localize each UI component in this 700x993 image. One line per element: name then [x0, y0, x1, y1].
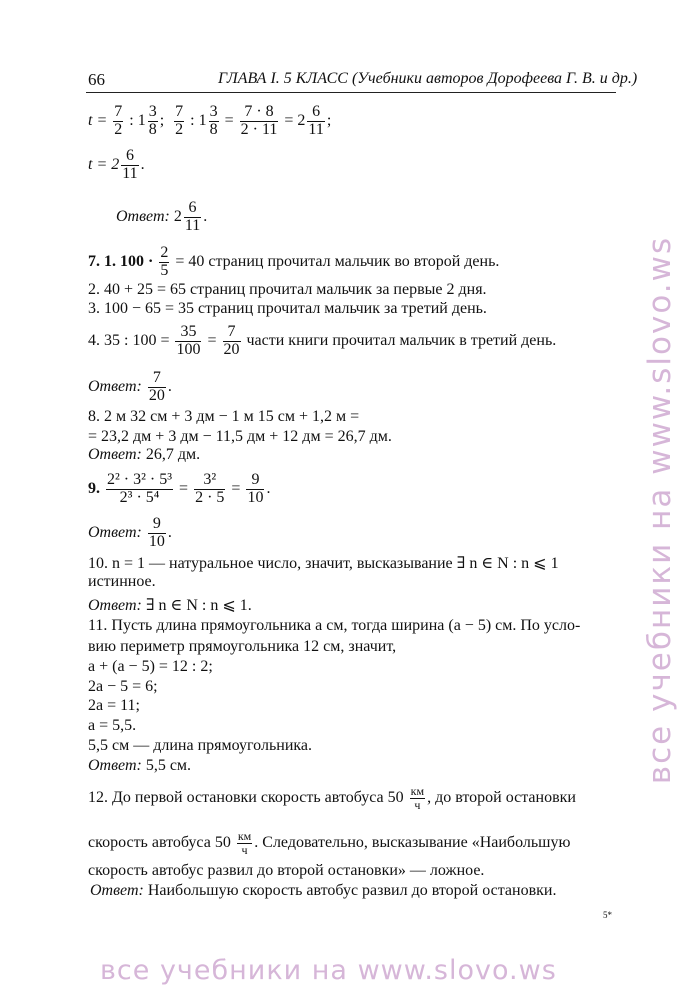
solution8-line1: 8. 2 м 32 см + 3 дм − 1 м 15 см + 1,2 м = — [88, 408, 360, 425]
solution7-line2: 2. 40 + 25 = 65 страниц прочитал мальчик за первые 2 дня. — [88, 281, 487, 298]
solution8-answer: Ответ: 26,7 дм. — [88, 446, 201, 463]
solution11-line4: 2a − 5 = 6; — [88, 678, 158, 695]
solution11-line5: 2a = 11; — [88, 697, 140, 714]
answer-label: Ответ: — [88, 446, 142, 463]
page-number: 66 — [88, 70, 105, 89]
answer-label: Ответ: — [90, 882, 144, 899]
answer-label: Ответ: — [88, 377, 142, 395]
solution9-line: 9. $\frac{\text{2² · 3² · 5³}}{\text{2³ · 5⁴}}$ = $\frac{\text{3²}}{2 \cdot 5}$ = $\frac{9}{10}$ . — [88, 471, 271, 506]
solution6-line1: t = $\frac{7}{2}$ : 1 $\frac{3}{8}$ ; $\frac{7}{2}$ : 1 $\frac{3}{8}$ = $\frac{7 \cdot 8}{2 \cdot 11}$ = 2 $\frac{6}{11}$ ; — [88, 103, 332, 138]
answer-label: Ответ: — [88, 597, 142, 614]
solution11-line3: a + (a − 5) = 12 : 2; — [88, 658, 213, 675]
solution7-answer: Ответ: $\frac{7}{20}$ . — [88, 369, 172, 404]
side-watermark: все учебники на www.slovo.ws — [642, 235, 678, 785]
solution12-line3: скорость автобус развил до второй остановки» — ложное. — [88, 862, 485, 879]
solution11-line7: 5,5 см — длина прямоугольника. — [88, 737, 313, 754]
solution6-line2: t = 2 $\frac{6}{11}$ . — [88, 147, 145, 182]
solution10-answer: Ответ: ∃ n ∈ N : n ⩽ 1. — [88, 597, 252, 614]
answer-label: Ответ: — [88, 757, 142, 774]
header-rule — [86, 92, 616, 93]
solution12-answer: Ответ: Наибольшую скорость автобус развил до второй остановки. — [90, 882, 557, 899]
solution11-line2: вию периметр прямоугольника 12 см, значит, — [88, 638, 397, 655]
solution6-answer: Ответ: 2 $\frac{6}{11}$ . — [116, 199, 208, 234]
solution7-line3: 3. 100 − 65 = 35 страниц прочитал мальчик за третий день. — [88, 300, 487, 317]
solution7-line4: 4. 35 : 100 = $\frac{35}{100}$ = $\frac{7}{20}$ части книги прочитал мальчик в третий день. — [88, 323, 557, 358]
solution9-answer: Ответ: $\frac{9}{10}$ . — [88, 515, 172, 550]
solution12-line1: 12. До первой остановки скорость автобуса 50 $\frac{км}{ч}$ , до второй остановки — [88, 784, 576, 812]
solution10-line1: 10. n = 1 — натуральное число, значит, высказывание ∃ n ∈ N : n ⩽ 1 — [88, 555, 559, 572]
solution11-line6: a = 5,5. — [88, 717, 137, 734]
running-head: ГЛАВА I. 5 КЛАСС (Учебники авторов Дорофеева Г. В. и др.) — [218, 70, 638, 87]
solution8-line2: = 23,2 дм + 3 дм − 11,5 дм + 12 дм = 26,7 дм. — [88, 428, 392, 445]
answer-label: Ответ: — [88, 523, 142, 541]
answer-label: Ответ: — [116, 207, 170, 225]
bottom-watermark: все учебники на www.slovo.ws — [100, 955, 557, 986]
solution12-line2: скорость автобуса 50 $\frac{км}{ч}$ . Следовательно, высказывание «Наибольшую — [88, 829, 571, 857]
signature-mark: 5* — [603, 910, 612, 920]
solution10-line2: истинное. — [88, 573, 156, 590]
solution11-answer: Ответ: 5,5 см. — [88, 757, 192, 774]
solution11-line1: 11. Пусть длина прямоугольника a см, тогда ширина (a − 5) см. По усло- — [88, 617, 581, 634]
solution7-line1: 7. 1. 100 · $\frac{2}{5}$ = 40 страниц прочитал мальчик во второй день. — [88, 244, 500, 279]
